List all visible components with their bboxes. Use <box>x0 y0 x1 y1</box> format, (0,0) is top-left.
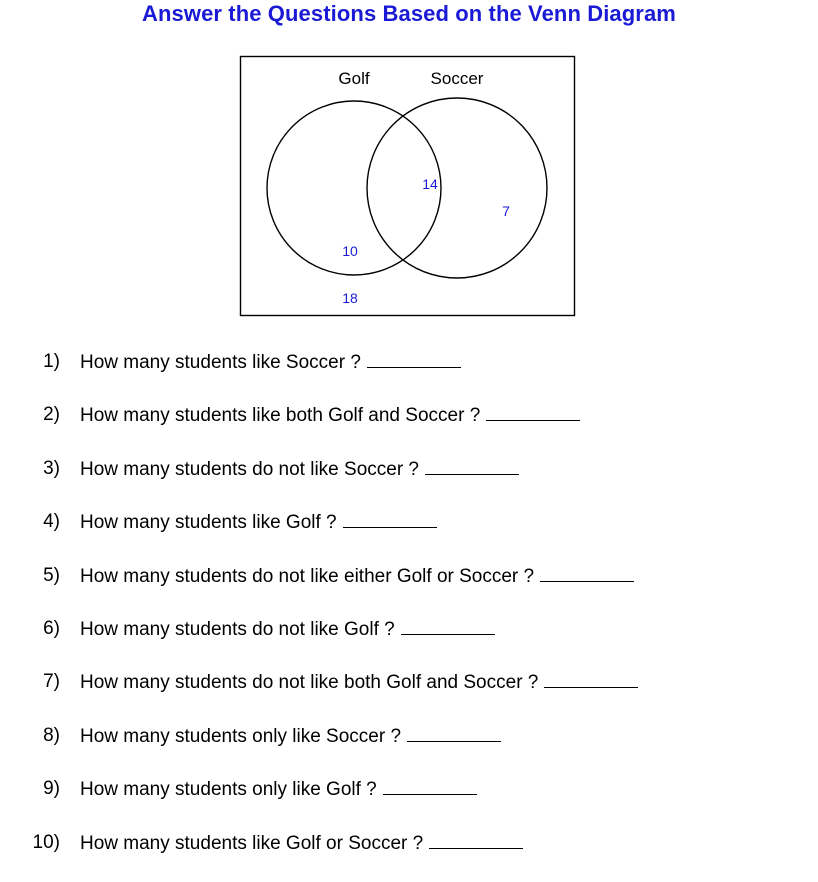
question-number: 4) <box>43 511 60 533</box>
answer-blank[interactable] <box>367 348 461 368</box>
answer-blank[interactable] <box>486 401 580 421</box>
question-number: 7) <box>43 671 60 693</box>
worksheet-title: Answer the Questions Based on the Venn Diagram <box>142 1 676 26</box>
region-both-value: 14 <box>422 176 438 192</box>
soccer-circle <box>367 98 547 278</box>
question-number: 2) <box>43 404 60 426</box>
question-item <box>0 562 818 615</box>
question-item <box>0 775 818 828</box>
question-number: 6) <box>43 617 60 639</box>
question-text: How many students do not like Soccer ? <box>80 458 420 480</box>
question-text: How many students like Golf ? <box>80 512 337 534</box>
question-text: How many students do not like either Golf or Soccer ? <box>80 565 535 587</box>
question-number: 9) <box>43 778 60 800</box>
region-soccer-only-value: 7 <box>502 203 510 219</box>
answer-blank[interactable] <box>540 562 634 582</box>
question-item <box>0 615 818 668</box>
question-number: 5) <box>43 564 60 586</box>
region-neither-value: 18 <box>342 290 358 306</box>
venn-diagram <box>0 0 818 340</box>
question-number: 10) <box>32 831 60 853</box>
question-text: How many students like Soccer ? <box>80 352 361 373</box>
question-number: 8) <box>43 724 60 746</box>
question-text: How many students only like Golf ? <box>80 779 377 801</box>
question-item <box>0 722 818 775</box>
universal-set-box <box>241 57 575 316</box>
answer-blank[interactable] <box>429 829 523 849</box>
question-item <box>0 508 818 561</box>
question-item <box>0 829 818 882</box>
question-number: 3) <box>43 457 60 479</box>
answer-blank[interactable] <box>343 508 437 528</box>
answer-blank[interactable] <box>383 775 477 795</box>
question-text: How many students like both Golf and Soccer ? <box>80 405 481 427</box>
question-text: How many students like Golf or Soccer ? <box>80 832 424 854</box>
question-item <box>0 455 818 508</box>
golf-label: Golf <box>338 69 370 88</box>
answer-blank[interactable] <box>401 615 495 635</box>
question-number: 1) <box>43 351 60 372</box>
question-list <box>0 348 818 882</box>
soccer-label: Soccer <box>430 69 484 88</box>
answer-blank[interactable] <box>544 668 638 688</box>
question-text: How many students do not like Golf ? <box>80 618 395 640</box>
question-item <box>0 668 818 721</box>
answer-blank[interactable] <box>407 722 501 742</box>
question-text: How many students do not like both Golf and Soccer ? <box>80 672 539 694</box>
region-golf-only-value: 10 <box>342 243 358 259</box>
question-item <box>0 401 818 454</box>
question-item <box>0 348 818 401</box>
question-text: How many students only like Soccer ? <box>80 725 402 747</box>
answer-blank[interactable] <box>425 455 519 475</box>
